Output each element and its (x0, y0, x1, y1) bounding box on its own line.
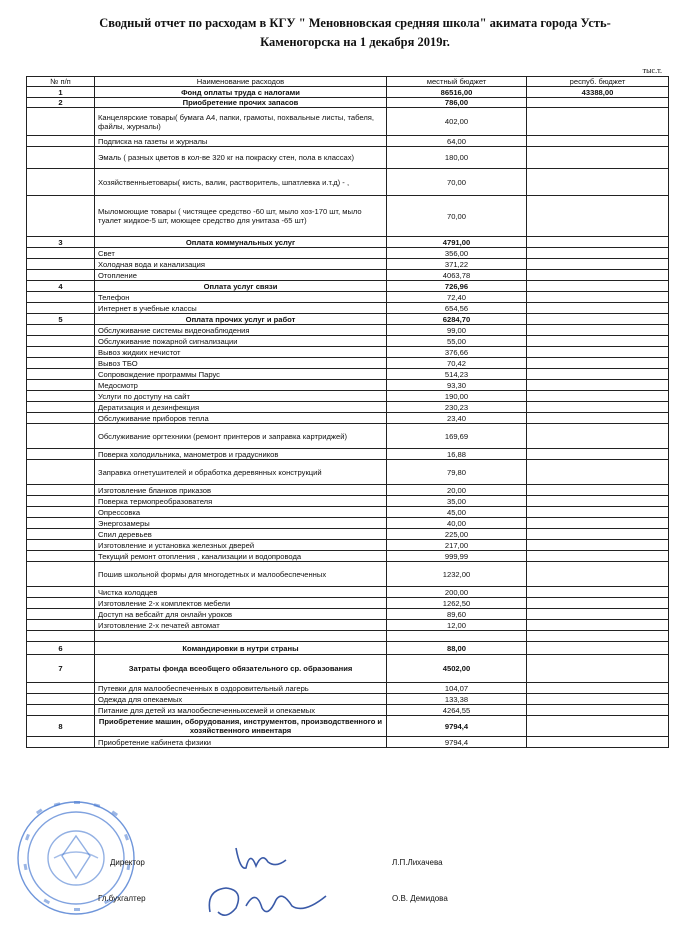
row-number-cell (27, 380, 95, 391)
expense-name-cell: Вывоз ТБО (95, 358, 387, 369)
unit-label: тыс.т. (642, 66, 662, 75)
republic-budget-cell (527, 281, 669, 292)
expense-name-cell: Отопление (95, 270, 387, 281)
local-budget-cell: 86516,00 (387, 87, 527, 98)
republic-budget-cell (527, 705, 669, 716)
row-number-cell (27, 694, 95, 705)
republic-budget-cell (527, 562, 669, 587)
director-signature (228, 838, 298, 878)
row-number-cell (27, 391, 95, 402)
table-header-row (27, 77, 669, 87)
col-name-header: Наименование расходов (95, 77, 387, 87)
row-number-cell (27, 259, 95, 270)
table-row (27, 424, 669, 449)
table-row (27, 507, 669, 518)
row-number-cell (27, 551, 95, 562)
local-budget-cell: 70,42 (387, 358, 527, 369)
expense-name-cell: Приобретение прочих запасов (95, 98, 387, 108)
section-row (27, 314, 669, 325)
section-row (27, 87, 669, 98)
row-number-cell (27, 325, 95, 336)
table-row (27, 705, 669, 716)
expense-name-cell: Услуги по доступу на сайт (95, 391, 387, 402)
local-budget-cell: 40,00 (387, 518, 527, 529)
row-number-cell (27, 529, 95, 540)
col-republic-header: респуб. бюджет (527, 77, 669, 87)
local-budget-cell: 4502,00 (387, 655, 527, 683)
republic-budget-cell (527, 413, 669, 424)
expense-name-cell: Обслуживание пожарной сигнализации (95, 336, 387, 347)
expense-name-cell: Энергозамеры (95, 518, 387, 529)
expense-name-cell: Командировки в нутри страны (95, 642, 387, 655)
expense-name-cell: Интернет в учебные классы (95, 303, 387, 314)
expense-name-cell: Поверка холодильника, манометров и градусников (95, 449, 387, 460)
section-row (27, 655, 669, 683)
local-budget-cell: 1232,00 (387, 562, 527, 587)
expense-name-cell: Спил деревьев (95, 529, 387, 540)
table-row (27, 413, 669, 424)
row-number-cell (27, 485, 95, 496)
local-budget-cell: 45,00 (387, 507, 527, 518)
republic-budget-cell (527, 336, 669, 347)
row-number-cell (27, 598, 95, 609)
table-body (27, 87, 669, 748)
table-row (27, 108, 669, 136)
table-row (27, 694, 669, 705)
republic-budget-cell (527, 496, 669, 507)
local-budget-cell: 402,00 (387, 108, 527, 136)
section-row (27, 716, 669, 737)
table-row (27, 369, 669, 380)
table-row (27, 460, 669, 485)
expense-name-cell: Свет (95, 248, 387, 259)
local-budget-cell: 64,00 (387, 136, 527, 147)
republic-budget-cell (527, 136, 669, 147)
table-row (27, 485, 669, 496)
table-row (27, 449, 669, 460)
row-number-cell (27, 449, 95, 460)
expense-name-cell: Изготовление 2-х печатей автомат (95, 620, 387, 631)
local-budget-cell: 514,23 (387, 369, 527, 380)
row-number-cell: 4 (27, 281, 95, 292)
table-row (27, 136, 669, 147)
local-budget-cell: 999,99 (387, 551, 527, 562)
accountant-signature (196, 878, 336, 926)
row-number-cell (27, 402, 95, 413)
republic-budget-cell: 43388,00 (527, 87, 669, 98)
republic-budget-cell (527, 237, 669, 248)
expense-name-cell: Обслуживание приборов тепла (95, 413, 387, 424)
republic-budget-cell (527, 248, 669, 259)
republic-budget-cell (527, 169, 669, 196)
row-number-cell (27, 303, 95, 314)
expense-name-cell: Сопровождение программы Парус (95, 369, 387, 380)
local-budget-cell: 93,30 (387, 380, 527, 391)
table-row (27, 169, 669, 196)
row-number-cell (27, 683, 95, 694)
row-number-cell (27, 587, 95, 598)
republic-budget-cell (527, 716, 669, 737)
expense-name-cell: Текущий ремонт отопления , канализации и водопровода (95, 551, 387, 562)
local-budget-cell: 133,38 (387, 694, 527, 705)
expense-name-cell: Холодная вода и канализация (95, 259, 387, 270)
table-row (27, 380, 669, 391)
row-number-cell: 1 (27, 87, 95, 98)
republic-budget-cell (527, 303, 669, 314)
local-budget-cell: 70,00 (387, 169, 527, 196)
republic-budget-cell (527, 424, 669, 449)
expense-name-cell: Одежда для опекаемых (95, 694, 387, 705)
table-row (27, 270, 669, 281)
report-title: Сводный отчет по расходам в КГУ " Меновновская средняя школа" акимата города Усть-Каменогорска на 1 декабря 2019г. (99, 16, 611, 49)
local-budget-cell: 55,00 (387, 336, 527, 347)
table-row (27, 248, 669, 259)
expense-name-cell: Оплата прочих услуг и работ (95, 314, 387, 325)
row-number-cell (27, 540, 95, 551)
table-row (27, 529, 669, 540)
local-budget-cell: 376,66 (387, 347, 527, 358)
row-number-cell (27, 631, 95, 642)
local-budget-cell: 23,40 (387, 413, 527, 424)
table-row (27, 325, 669, 336)
table-row (27, 587, 669, 598)
expense-name-cell: Обслуживание оргтехники (ремонт принтеров и заправка картриджей) (95, 424, 387, 449)
local-budget-cell: 200,00 (387, 587, 527, 598)
republic-budget-cell (527, 683, 669, 694)
row-number-cell (27, 169, 95, 196)
expense-name-cell: Приобретение машин, оборудования, инструментов, производственного и хозяйственного инвентаря (95, 716, 387, 737)
row-number-cell (27, 620, 95, 631)
table-row (27, 540, 669, 551)
republic-budget-cell (527, 196, 669, 237)
table-row (27, 347, 669, 358)
republic-budget-cell (527, 402, 669, 413)
expense-name-cell: Вывоз жидких нечистот (95, 347, 387, 358)
table-row (27, 292, 669, 303)
accountant-label: Гл.бухгалтер (98, 894, 146, 903)
section-row (27, 642, 669, 655)
local-budget-cell: 371,22 (387, 259, 527, 270)
col-local-header: местный бюджет (387, 77, 527, 87)
expense-name-cell: Дератизация и дезинфекция (95, 402, 387, 413)
republic-budget-cell (527, 108, 669, 136)
row-number-cell (27, 369, 95, 380)
row-number-cell (27, 347, 95, 358)
republic-budget-cell (527, 391, 669, 402)
expense-name-cell: Пошив школьной формы для многодетных и малообеспеченных (95, 562, 387, 587)
republic-budget-cell (527, 737, 669, 748)
row-number-cell (27, 270, 95, 281)
table-row (27, 402, 669, 413)
local-budget-cell: 4063,78 (387, 270, 527, 281)
expense-name-cell: Мыломоющие товары ( чистящее средство -60 шт, мыло хоз-170 шт, мыло туалет жидкое-5 шт, моющее средство для унитаза -65 шт) (95, 196, 387, 237)
local-budget-cell: 217,00 (387, 540, 527, 551)
republic-budget-cell (527, 598, 669, 609)
row-number-cell (27, 609, 95, 620)
table-row (27, 737, 669, 748)
expense-name-cell: Путевки для малообеспеченных в оздоровительный лагерь (95, 683, 387, 694)
table-row (27, 562, 669, 587)
republic-budget-cell (527, 631, 669, 642)
expense-name-cell: Хозяйственныетовары( кисть, валик, растворитель, шпатлевка и.т.д) - , (95, 169, 387, 196)
director-name: Л.П.Лихачева (392, 858, 443, 867)
republic-budget-cell (527, 551, 669, 562)
expense-name-cell: Медосмотр (95, 380, 387, 391)
expense-name-cell: Заправка огнетушителей и обработка деревянных конструкций (95, 460, 387, 485)
republic-budget-cell (527, 655, 669, 683)
expense-name-cell: Эмаль ( разных цветов в кол-ве 320 кг на покраску стен, пола в классах) (95, 147, 387, 169)
row-number-cell (27, 496, 95, 507)
director-label: Директор (110, 858, 145, 867)
local-budget-cell: 104,07 (387, 683, 527, 694)
expense-name-cell: Питание для детей из малообеспеченныхсемей и опекаемых (95, 705, 387, 716)
row-number-cell: 7 (27, 655, 95, 683)
expense-name-cell: Изготовление бланков приказов (95, 485, 387, 496)
row-number-cell: 5 (27, 314, 95, 325)
row-number-cell (27, 196, 95, 237)
republic-budget-cell (527, 270, 669, 281)
section-row (27, 281, 669, 292)
republic-budget-cell (527, 460, 669, 485)
republic-budget-cell (527, 540, 669, 551)
table-row (27, 631, 669, 642)
expense-name-cell: Изготовление 2-х комплектов мебели (95, 598, 387, 609)
table-row (27, 147, 669, 169)
expense-name-cell (95, 631, 387, 642)
row-number-cell: 3 (27, 237, 95, 248)
expense-name-cell: Затраты фонда всеобщего обязательного ср. образования (95, 655, 387, 683)
col-number-header: № п/п (27, 77, 95, 87)
local-budget-cell: 88,00 (387, 642, 527, 655)
republic-budget-cell (527, 694, 669, 705)
local-budget-cell: 35,00 (387, 496, 527, 507)
expense-name-cell: Телефон (95, 292, 387, 303)
table-row (27, 683, 669, 694)
row-number-cell (27, 737, 95, 748)
republic-budget-cell (527, 380, 669, 391)
expense-name-cell: Оплата услуг связи (95, 281, 387, 292)
expense-name-cell: Доступ на вебсайт для онлайн уроков (95, 609, 387, 620)
republic-budget-cell (527, 529, 669, 540)
republic-budget-cell (527, 147, 669, 169)
republic-budget-cell (527, 325, 669, 336)
local-budget-cell: 654,56 (387, 303, 527, 314)
table-row (27, 196, 669, 237)
expenses-table (26, 76, 669, 748)
republic-budget-cell (527, 314, 669, 325)
republic-budget-cell (527, 292, 669, 303)
table-row (27, 259, 669, 270)
local-budget-cell: 9794,4 (387, 716, 527, 737)
row-number-cell (27, 147, 95, 169)
local-budget-cell: 72,40 (387, 292, 527, 303)
republic-budget-cell (527, 449, 669, 460)
row-number-cell: 6 (27, 642, 95, 655)
row-number-cell: 2 (27, 98, 95, 108)
local-budget-cell: 20,00 (387, 485, 527, 496)
row-number-cell (27, 336, 95, 347)
row-number-cell (27, 413, 95, 424)
table-row (27, 358, 669, 369)
republic-budget-cell (527, 259, 669, 270)
local-budget-cell: 99,00 (387, 325, 527, 336)
expense-name-cell: Изготовление и установка железных дверей (95, 540, 387, 551)
table-row (27, 620, 669, 631)
local-budget-cell (387, 631, 527, 642)
local-budget-cell: 230,23 (387, 402, 527, 413)
expense-name-cell: Чистка колодцев (95, 587, 387, 598)
row-number-cell (27, 108, 95, 136)
local-budget-cell: 79,80 (387, 460, 527, 485)
row-number-cell (27, 358, 95, 369)
row-number-cell: 8 (27, 716, 95, 737)
row-number-cell (27, 424, 95, 449)
expense-name-cell: Оплата коммунальных услуг (95, 237, 387, 248)
table-row (27, 551, 669, 562)
local-budget-cell: 786,00 (387, 98, 527, 108)
row-number-cell (27, 518, 95, 529)
local-budget-cell: 12,00 (387, 620, 527, 631)
local-budget-cell: 190,00 (387, 391, 527, 402)
local-budget-cell: 70,00 (387, 196, 527, 237)
republic-budget-cell (527, 609, 669, 620)
table-row (27, 303, 669, 314)
row-number-cell (27, 248, 95, 259)
accountant-name: О.В. Демидова (392, 894, 448, 903)
row-number-cell (27, 705, 95, 716)
expense-name-cell: Подписка на газеты и журналы (95, 136, 387, 147)
section-row (27, 98, 669, 108)
expense-name-cell: Опрессовка (95, 507, 387, 518)
republic-budget-cell (527, 347, 669, 358)
row-number-cell (27, 562, 95, 587)
table-row (27, 609, 669, 620)
republic-budget-cell (527, 485, 669, 496)
table-row (27, 391, 669, 402)
table-row (27, 496, 669, 507)
row-number-cell (27, 460, 95, 485)
republic-budget-cell (527, 507, 669, 518)
local-budget-cell: 6284,70 (387, 314, 527, 325)
row-number-cell (27, 136, 95, 147)
table-row (27, 336, 669, 347)
expense-name-cell: Приобретение кабинета физики (95, 737, 387, 748)
republic-budget-cell (527, 518, 669, 529)
republic-budget-cell (527, 620, 669, 631)
local-budget-cell: 4791,00 (387, 237, 527, 248)
republic-budget-cell (527, 642, 669, 655)
section-row (27, 237, 669, 248)
republic-budget-cell (527, 369, 669, 380)
republic-budget-cell (527, 98, 669, 108)
row-number-cell (27, 292, 95, 303)
republic-budget-cell (527, 587, 669, 598)
expense-name-cell: Поверка термопреобразователя (95, 496, 387, 507)
local-budget-cell: 89,60 (387, 609, 527, 620)
local-budget-cell: 16,88 (387, 449, 527, 460)
expense-name-cell: Фонд оплаты труда с налогами (95, 87, 387, 98)
table-row (27, 598, 669, 609)
expense-name-cell: Обслуживание системы видеонаблюдения (95, 325, 387, 336)
local-budget-cell: 726,96 (387, 281, 527, 292)
local-budget-cell: 4264,55 (387, 705, 527, 716)
local-budget-cell: 225,00 (387, 529, 527, 540)
local-budget-cell: 169,69 (387, 424, 527, 449)
row-number-cell (27, 507, 95, 518)
local-budget-cell: 1262,50 (387, 598, 527, 609)
expense-name-cell: Канцелярские товары( бумага А4, папки, грамоты, похвальные листы, табеля, файлы, журналы) (95, 108, 387, 136)
republic-budget-cell (527, 358, 669, 369)
local-budget-cell: 356,00 (387, 248, 527, 259)
local-budget-cell: 9794,4 (387, 737, 527, 748)
local-budget-cell: 180,00 (387, 147, 527, 169)
table-row (27, 518, 669, 529)
